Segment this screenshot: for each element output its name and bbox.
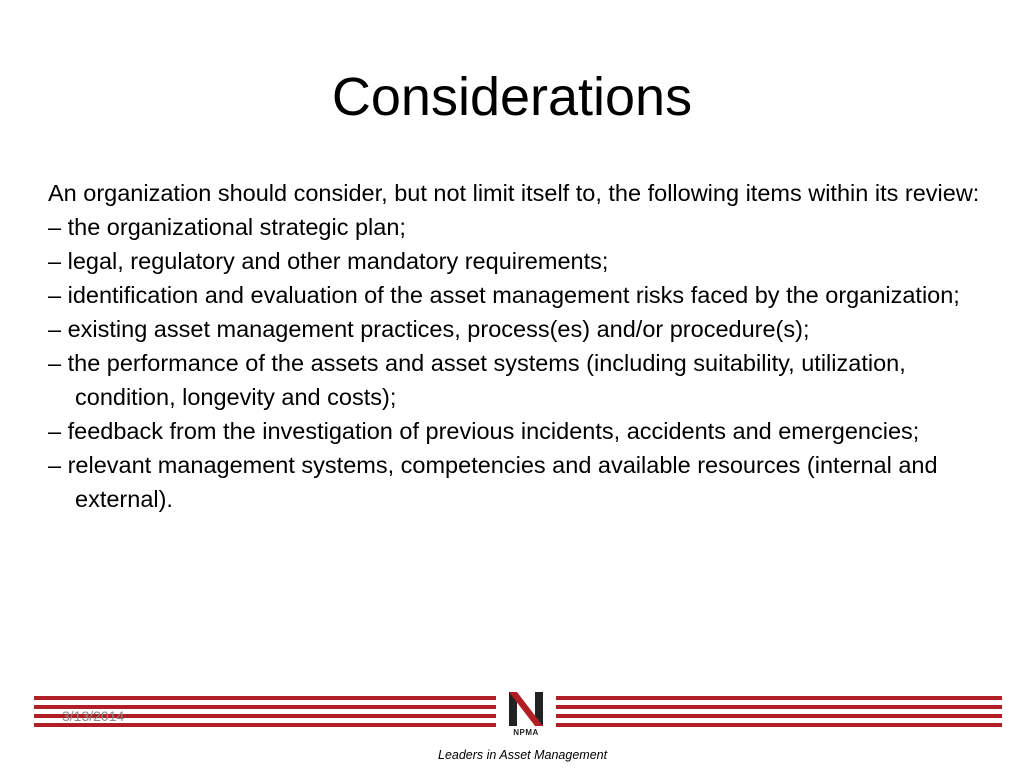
- footer-bar-right-3: [556, 714, 1002, 718]
- slide-title: Considerations: [331, 67, 693, 127]
- list-item: – the organizational strategic plan;: [48, 214, 406, 240]
- list-item: – existing asset management practices, process(es) and/or procedure(s);: [48, 316, 810, 342]
- footer-bar-right-4: [556, 723, 1002, 727]
- slide-body: [48, 176, 988, 516]
- list-item: – relevant management systems, competencies and available resources (internal and external).: [48, 452, 938, 512]
- list-item: – legal, regulatory and other mandatory requirements;: [48, 248, 609, 274]
- list-item: – identification and evaluation of the asset management risks faced by the organization;: [48, 282, 960, 308]
- considerations-list: [48, 210, 988, 516]
- footer-tagline: Leaders in Asset Management: [438, 748, 608, 762]
- slide-date: 3/13/2014: [62, 708, 125, 724]
- list-item: – feedback from the investigation of previous incidents, accidents and emergencies;: [48, 418, 920, 444]
- list-item: – the performance of the assets and asset systems (including suitability, utilization, condition, longevity and costs);: [48, 350, 906, 410]
- footer-bar-right-1: [556, 696, 1002, 700]
- intro-text: An organization should consider, but not limit itself to, the following items within its review:: [48, 180, 980, 206]
- logo-text: NPMA: [513, 728, 539, 737]
- footer-bar-left-1: [34, 696, 496, 700]
- footer-bar-right-2: [556, 705, 1002, 709]
